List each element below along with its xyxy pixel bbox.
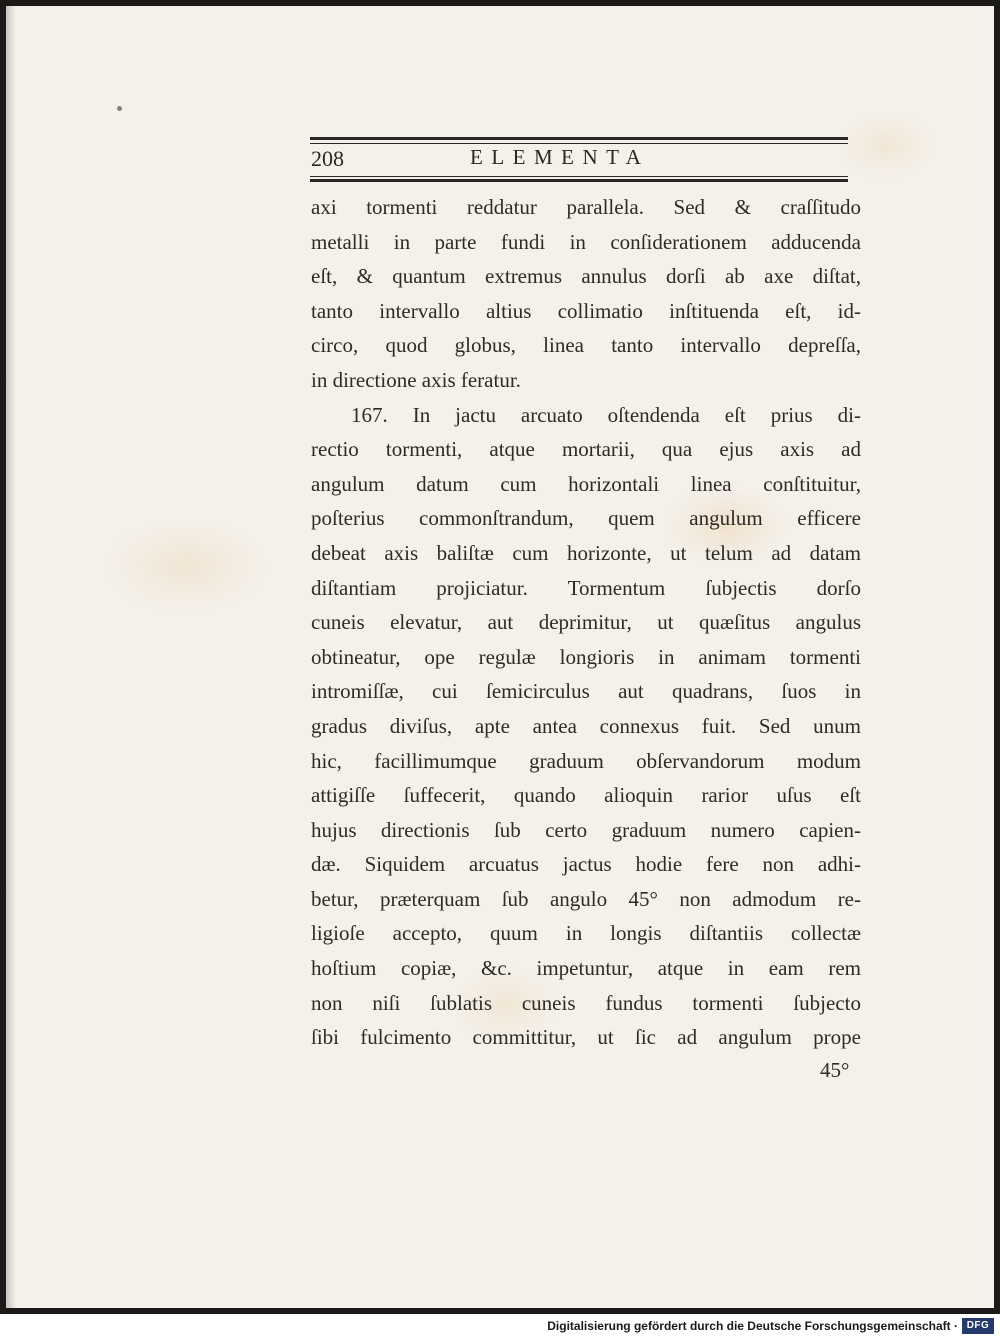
text-line: diſtantiam projiciatur. Tormentum ſubjectis dorſo <box>311 575 861 600</box>
text-line: debeat axis baliſtæ cum horizonte, ut telum ad datam <box>311 540 861 565</box>
running-head: ELEMENTA <box>470 145 650 169</box>
paragraph-start-line: 167. In jactu arcuato oſtendenda eſt prius di- <box>351 402 861 427</box>
text-line: rectio tormenti, atque mortarii, qua ejus axis ad <box>311 437 861 462</box>
text-line: attigiſſe ſuffecerit, quando alioquin rarior uſus eſt <box>311 783 861 808</box>
header-rule-bottom-thick <box>310 179 848 182</box>
text-line: hoſtium copiæ, &c. impetuntur, atque in eam rem <box>311 956 861 981</box>
text-line: dæ. Siquidem arcuatus jactus hodie fere non adhi- <box>311 852 861 877</box>
text-line: metalli in parte fundi in conſiderationem adducenda <box>311 229 861 254</box>
text-line: ligioſe accepto, quum in longis diſtantiis collectæ <box>311 921 861 946</box>
dfg-logo[interactable]: DFG <box>962 1318 994 1334</box>
funding-note: Digitalisierung gefördert durch die Deutsche Forschungsgemeinschaft · <box>547 1319 958 1333</box>
text-line: non niſi ſublatis cuneis fundus tormenti ſubjecto <box>311 990 861 1015</box>
text-line: gradus diviſus, apte antea connexus fuit. Sed unum <box>311 713 861 738</box>
text-line: in directione axis feratur. <box>311 367 521 392</box>
paper-speck <box>117 106 122 111</box>
text-line: angulum datum cum horizontali linea conſtituitur, <box>311 471 861 496</box>
page-number: 208 <box>311 146 344 171</box>
text-line: betur, præterquam ſub angulo 45° non admodum re- <box>311 886 861 911</box>
text-line: eſt, & quantum extremus annulus dorſi ab axe diſtat, <box>311 264 861 289</box>
catchword: 45° <box>820 1058 850 1082</box>
text-line: cuneis elevatur, aut deprimitur, ut quæſitus angulus <box>311 610 861 635</box>
page-edge-shadow <box>6 6 16 1308</box>
text-line: circo, quod globus, linea tanto intervallo depreſſa, <box>311 333 861 358</box>
text-line: tanto intervallo altius collimatio inſtituenda eſt, id- <box>311 298 861 323</box>
header-rule-top-thick <box>310 137 848 140</box>
text-line: intromiſſæ, cui ſemicirculus aut quadrans, ſuos in <box>311 679 861 704</box>
text-line: hujus directionis ſub certo graduum numero capien- <box>311 817 861 842</box>
body-text <box>311 190 861 1055</box>
text-line: ſibi fulcimento committitur, ut ſic ad angulum prope <box>311 1025 861 1050</box>
text-line: hic, facillimumque graduum obſervandorum modum <box>311 748 861 773</box>
header-rule-bottom-thin <box>310 176 848 177</box>
text-line: obtineatur, ope regulæ longioris in animam tormenti <box>311 644 861 669</box>
digitization-footer <box>0 1314 1000 1340</box>
text-line: poſterius commonſtrandum, quem angulum efficere <box>311 506 861 531</box>
text-line: axi tormenti reddatur parallela. Sed & craſſitudo <box>311 195 861 219</box>
header-rule-top-thin <box>310 143 848 144</box>
